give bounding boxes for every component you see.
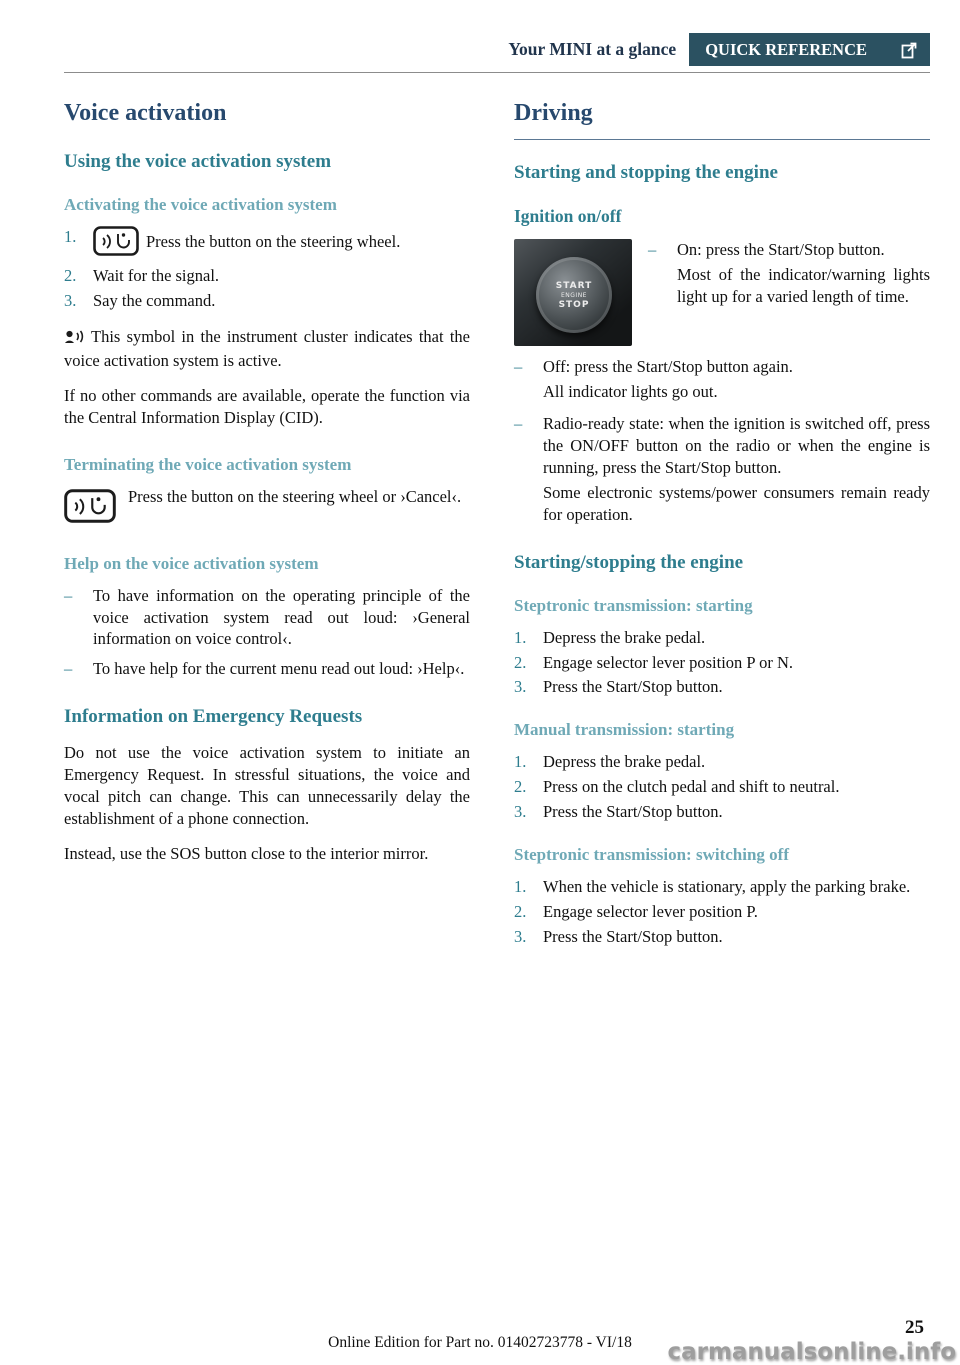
list-item — [648, 239, 930, 261]
step-text: Depress the brake pedal. — [543, 627, 706, 647]
step-text: Wait for the signal. — [93, 265, 220, 285]
voice-symbol-paragraph: This symbol in the instrument cluster indicates that the voice activation system is active. — [64, 326, 470, 370]
list-text: On: press the Start/Stop button. — [677, 240, 885, 259]
heading-steptronic-starting: Steptronic transmission: starting — [514, 595, 753, 615]
step-number: 3. — [514, 927, 527, 947]
left-column — [64, 100, 470, 962]
step-text: Press the Start/Stop button. — [543, 677, 723, 697]
list-item — [514, 652, 930, 674]
ignition-row — [514, 239, 930, 346]
activation-steps-list — [64, 226, 470, 312]
heading-using-voice-system: Using the voice activation system — [64, 151, 332, 172]
dash-marker: – — [514, 413, 523, 433]
header-divider — [64, 72, 930, 73]
step-number: 2. — [514, 777, 527, 797]
dash-marker: – — [64, 659, 73, 679]
terminate-text: Press the button on the steering wheel or ›Cancel‹. — [128, 486, 462, 506]
list-item — [64, 585, 470, 651]
voice-control-button-icon — [64, 486, 116, 528]
steptronic-start-steps — [514, 627, 930, 699]
list-text: Off: press the Start/Stop button again. — [543, 357, 793, 376]
list-item — [64, 226, 470, 262]
dash-marker: – — [648, 240, 657, 259]
step-number: 3. — [514, 802, 527, 822]
list-note: All indicator lights go out. — [543, 381, 718, 401]
page-content — [64, 100, 930, 962]
terminate-row — [64, 486, 470, 528]
step-text: Press the Start/Stop button. — [543, 927, 723, 947]
list-item — [514, 413, 930, 479]
list-item — [514, 751, 930, 773]
voice-control-button-icon — [93, 226, 139, 262]
heading-ignition-on-off: Ignition on/off — [514, 206, 622, 226]
page-header — [64, 33, 930, 66]
step-text: Press on the clutch pedal and shift to neutral. — [543, 777, 840, 797]
step-text: Press the button on the steering wheel. — [93, 226, 470, 262]
voice-activation-title: Voice activation — [64, 100, 227, 126]
button-label-stop: STOP — [558, 299, 590, 310]
step-text: Depress the brake pedal. — [543, 752, 706, 772]
list-note: Most of the indicator/warning lights light up for a varied length of time. — [677, 264, 930, 306]
heading-steptronic-switching-off: Steptronic transmission: switching off — [514, 845, 789, 865]
list-item — [514, 676, 930, 698]
page-number: 25 — [905, 1317, 924, 1338]
edition-note: Online Edition for Part no. 01402723778 - VI/18 — [328, 1334, 632, 1351]
heading-terminating-voice-system: Terminating the voice activation system — [64, 454, 352, 474]
step-text: Press the Start/Stop button. — [543, 802, 723, 822]
list-item — [64, 265, 470, 287]
dash-marker: – — [514, 357, 523, 376]
watermark: carmanualsonline.info — [667, 1339, 956, 1365]
heading-activating-voice-system: Activating the voice activation system — [64, 195, 337, 214]
heading-starting-stopping: Starting/stopping the engine — [514, 551, 744, 573]
dash-marker: – — [64, 585, 73, 605]
step-text: Say the command. — [93, 290, 216, 310]
step-text: When the vehicle is stationary, apply the parking brake. — [543, 877, 911, 897]
list-item — [514, 926, 930, 948]
emergency-paragraph-1: Do not use the voice activation system to initiate an Emergency Request. In stressful situations, the voice and vocal pitch can change. This can unnecessarily delay the establishment of a phone connection. — [64, 743, 470, 829]
list-item — [514, 901, 930, 923]
right-column — [514, 100, 930, 962]
list-item — [514, 627, 930, 649]
manual-start-steps — [514, 751, 930, 823]
steptronic-off-steps — [514, 876, 930, 948]
list-text: To have help for the current menu read out loud: ›Help‹. — [93, 659, 465, 679]
step-text: Engage selector lever position P or N. — [543, 652, 794, 672]
list-item — [514, 776, 930, 798]
button-label-engine: ENGINE — [561, 291, 587, 299]
button-label-start: START — [555, 280, 593, 291]
start-stop-button-image — [514, 239, 632, 346]
breadcrumb: Your MINI at a glance — [508, 39, 677, 59]
step-number: 2. — [514, 902, 527, 922]
list-text: Radio-ready state: when the ignition is switched off, press the ON/OFF button on the radio or when the engine is running, press the Start/Stop button. — [543, 413, 930, 477]
emergency-paragraph-2: Instead, use the SOS button close to the interior mirror. — [64, 844, 429, 864]
list-item — [514, 876, 930, 898]
heading-starting-stopping-engine: Starting and stopping the engine — [514, 162, 778, 183]
step-text: Engage selector lever position P. — [543, 902, 758, 922]
driving-title: Driving — [514, 100, 930, 140]
step-number: 2. — [64, 265, 77, 285]
list-item — [514, 356, 930, 378]
step-number: 1. — [514, 877, 527, 897]
step-number: 3. — [514, 677, 527, 697]
ignition-list — [514, 356, 930, 526]
list-item — [514, 801, 930, 823]
list-item — [64, 290, 470, 312]
quick-reference-label: QUICK REFERENCE — [705, 39, 867, 59]
list-text: To have information on the operating principle of the voice activation system read out loud: ›General information on voice control‹. — [93, 585, 470, 649]
heading-help-voice-system: Help on the voice activation system — [64, 553, 319, 573]
cid-paragraph: If no other commands are available, operate the function via the Central Information Display (CID). — [64, 385, 470, 427]
start-stop-button — [536, 257, 612, 333]
external-link-icon — [901, 41, 918, 59]
step-number: 1. — [514, 752, 527, 772]
step-number: 1. — [514, 627, 527, 647]
list-note: Some electronic systems/power consumers remain ready for operation. — [543, 482, 930, 524]
voice-output-symbol-icon — [64, 328, 85, 350]
heading-manual-starting: Manual transmission: starting — [514, 720, 735, 740]
list-item — [64, 658, 470, 680]
help-list — [64, 585, 470, 681]
step-number: 2. — [514, 652, 527, 672]
step-number: 1. — [64, 227, 77, 246]
step-number: 3. — [64, 290, 77, 310]
heading-emergency-requests: Information on Emergency Requests — [64, 706, 363, 728]
ignition-text — [648, 239, 930, 346]
quick-reference-badge[interactable] — [689, 33, 930, 66]
